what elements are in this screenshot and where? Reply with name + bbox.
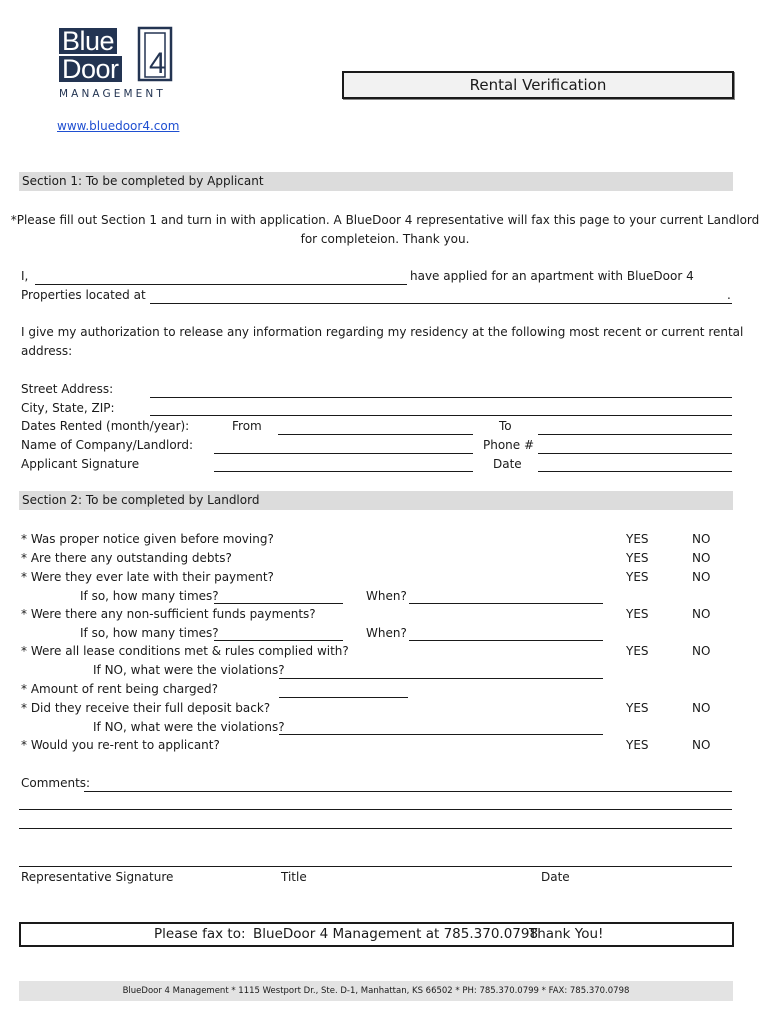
dates-label: Dates Rented (month/year): (21, 419, 190, 433)
to-label: To (499, 419, 512, 433)
nsf-how-many-field[interactable] (214, 640, 343, 641)
late-when-field[interactable] (409, 603, 603, 604)
properties-field[interactable] (150, 303, 732, 304)
fax-instructions-box (19, 922, 734, 947)
company-label: Name of Company/Landlord: (21, 438, 194, 452)
question-re-rent: * Would you re-rent to applicant? (21, 738, 220, 752)
question-lease-conditions: * Were all lease conditions met & rules complied with? (21, 644, 349, 658)
to-field[interactable] (538, 434, 732, 435)
nsf-yes[interactable]: YES (626, 607, 649, 621)
logo-word-door: Door (59, 56, 122, 82)
applied-text: have applied for an apartment with BlueDoor 4 (410, 269, 694, 283)
phone-label: Phone # (483, 438, 535, 452)
applicant-date-label: Date (493, 457, 522, 471)
comments-label: Comments: (21, 776, 91, 790)
form-title-box (342, 71, 734, 99)
from-field[interactable] (278, 434, 473, 435)
nsf-no[interactable]: NO (692, 607, 711, 621)
authorization-line2: address: (21, 344, 73, 358)
logo-number: 4 (149, 47, 166, 80)
section1-header (19, 172, 733, 191)
question-nsf: * Were there any non-sufficient funds payments? (21, 607, 316, 621)
representative-signature-label: Representative Signature (21, 870, 174, 884)
fax-prefix: Please fax to: (154, 926, 246, 942)
section1-heading: Section 1: To be completed by Applicant (22, 174, 264, 188)
applicant-signature-label: Applicant Signature (21, 457, 140, 471)
section2-heading: Section 2: To be completed by Landlord (22, 493, 260, 507)
city-label: City, State, ZIP: (21, 401, 115, 415)
door-icon (137, 26, 175, 84)
bluedoor4-logo (59, 26, 175, 86)
notice-yes[interactable]: YES (626, 532, 649, 546)
street-field[interactable] (150, 397, 732, 398)
section1-note-line2: for completeion. Thank you. (300, 232, 470, 246)
logo-word-blue: Blue (59, 28, 117, 54)
nsf-how-many-label: If so, how many times? (80, 626, 219, 640)
applicant-i-label: I, (21, 269, 29, 283)
city-field[interactable] (150, 415, 732, 416)
applicant-signature-field[interactable] (214, 471, 473, 472)
properties-period: . (727, 288, 731, 302)
debts-yes[interactable]: YES (626, 551, 649, 565)
deposit-violations-field[interactable] (279, 734, 603, 735)
question-rent-amount: * Amount of rent being charged? (21, 682, 218, 696)
re-rent-yes[interactable]: YES (626, 738, 649, 752)
late-how-many-label: If so, how many times? (80, 589, 219, 603)
re-rent-no[interactable]: NO (692, 738, 711, 752)
nsf-when-field[interactable] (409, 640, 603, 641)
deposit-yes[interactable]: YES (626, 701, 649, 715)
lease-no[interactable]: NO (692, 644, 711, 658)
phone-field[interactable] (538, 453, 732, 454)
late-no[interactable]: NO (692, 570, 711, 584)
applicant-name-field[interactable] (35, 284, 407, 285)
question-debts: * Are there any outstanding debts? (21, 551, 232, 565)
deposit-violations-label: If NO, what were the violations? (93, 720, 285, 734)
street-label: Street Address: (21, 382, 114, 396)
question-notice: * Was proper notice given before moving? (21, 532, 274, 546)
notice-no[interactable]: NO (692, 532, 711, 546)
comments-line-3[interactable] (19, 828, 732, 829)
from-label: From (232, 419, 262, 433)
rent-amount-field[interactable] (279, 697, 408, 698)
website-link[interactable]: www.bluedoor4.com (57, 119, 180, 133)
late-yes[interactable]: YES (626, 570, 649, 584)
section1-note-line1: *Please fill out Section 1 and turn in with application. A BlueDoor 4 representative will fax this page to your current Landlord (10, 213, 760, 227)
lease-violations-label: If NO, what were the violations? (93, 663, 285, 677)
question-deposit: * Did they receive their full deposit back? (21, 701, 271, 715)
nsf-when-label: When? (366, 626, 407, 640)
deposit-no[interactable]: NO (692, 701, 711, 715)
fax-company-number: BlueDoor 4 Management at 785.370.0798 (253, 926, 539, 942)
lease-yes[interactable]: YES (626, 644, 649, 658)
authorization-line1: I give my authorization to release any information regarding my residency at the following most recent or current rental (21, 325, 744, 339)
lease-violations-field[interactable] (279, 678, 603, 679)
footer-contact-info: BlueDoor 4 Management * 1115 Westport Dr., Ste. D-1, Manhattan, KS 66502 * PH: 785.370.0799 * FAX: 785.370.0798 (122, 986, 630, 996)
representative-signature-field[interactable] (19, 866, 732, 867)
properties-label: Properties located at (21, 288, 146, 302)
comments-line-1[interactable] (84, 791, 732, 792)
form-title: Rental Verification (469, 76, 607, 94)
question-late-payment: * Were they ever late with their payment? (21, 570, 274, 584)
fax-thanks: Thank You! (529, 926, 604, 942)
debts-no[interactable]: NO (692, 551, 711, 565)
footer-bar (19, 981, 733, 1001)
late-how-many-field[interactable] (214, 603, 343, 604)
applicant-date-field[interactable] (538, 471, 732, 472)
logo-tagline: MANAGEMENT (59, 88, 166, 100)
company-field[interactable] (214, 453, 473, 454)
comments-line-2[interactable] (19, 809, 732, 810)
representative-title-label: Title (281, 870, 307, 884)
representative-date-label: Date (541, 870, 570, 884)
late-when-label: When? (366, 589, 407, 603)
section2-header (19, 491, 733, 510)
